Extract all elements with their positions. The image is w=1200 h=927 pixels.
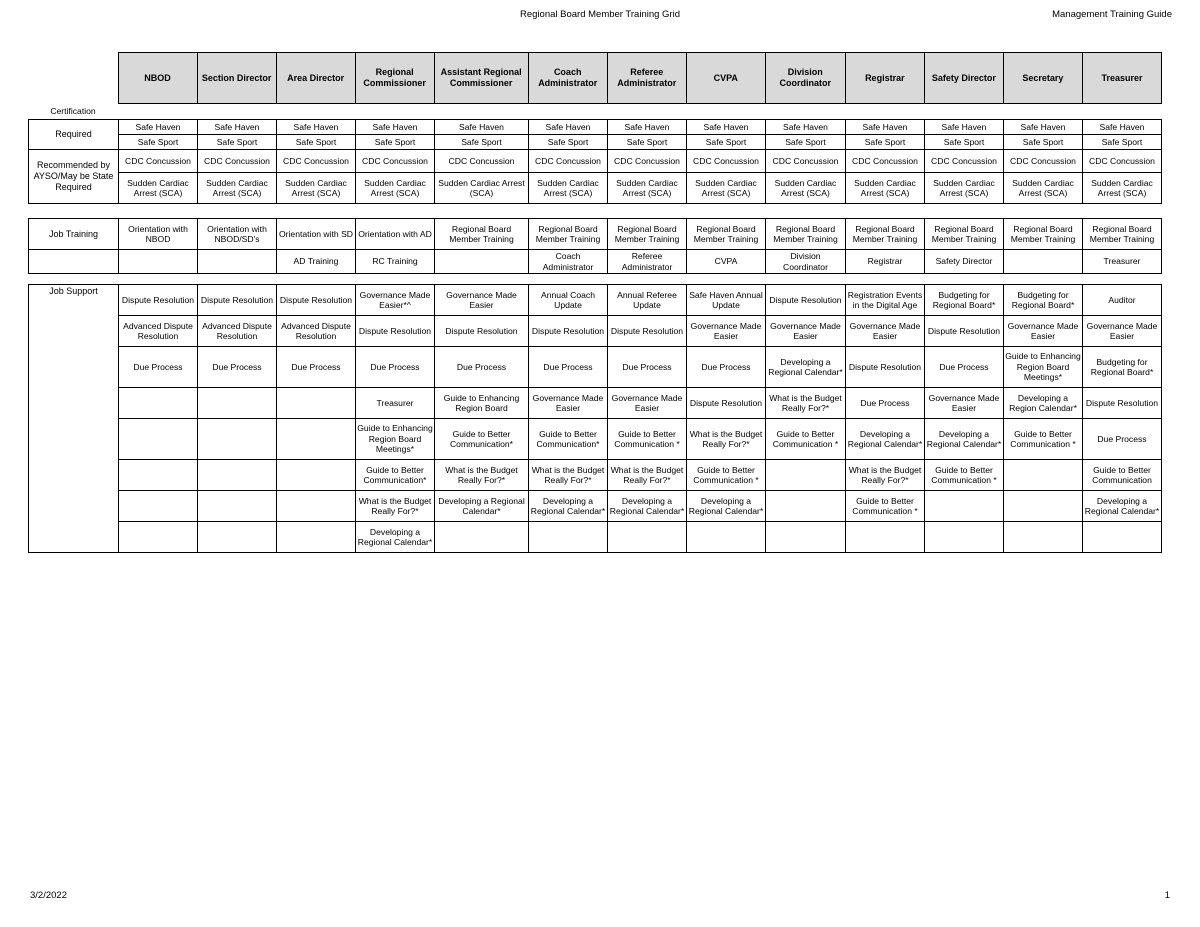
cell: CDC Concussion [435,150,529,173]
cell: Dispute Resolution [846,347,925,388]
section-gap [28,204,1172,218]
cell [1004,250,1083,274]
column-header-cvpa: CVPA [686,53,765,104]
table-row [29,491,1162,522]
cell: Safe Sport [356,135,435,150]
cell [766,491,846,522]
cell: Safe Haven [766,120,846,135]
cell: Governance Made Easier [529,388,608,419]
cell: Safe Haven [119,120,198,135]
cell [119,419,198,460]
cell [529,522,608,553]
cell: Safe Sport [435,135,529,150]
table-row [29,120,1162,135]
cell: Orientation with SD [277,219,356,250]
cell: Safe Sport [1083,135,1162,150]
cell: Orientation with AD [356,219,435,250]
cell: Safe Sport [1004,135,1083,150]
cell [277,522,356,553]
cell: Registration Events in the Digital Age [846,285,925,316]
cell: Guide to Better Communication * [925,460,1004,491]
cell: Due Process [435,347,529,388]
cell: Developing a Regional Calendar* [529,491,608,522]
cell: RC Training [356,250,435,274]
cell: Coach Administrator [529,250,608,274]
cell: Regional Board Member Training [529,219,608,250]
cell [435,522,529,553]
cell: What is the Budget Really For?* [846,460,925,491]
cell: Developing a Regional Calendar* [608,491,687,522]
cell: Safe Sport [608,135,687,150]
row-label-job-training: Job Training [29,219,119,250]
cell: Dispute Resolution [687,388,766,419]
row-label-recommended: Recommended by AYSO/May be State Required [29,150,119,204]
cell [277,388,356,419]
cell: Due Process [687,347,766,388]
cell [198,491,277,522]
cell [1083,522,1162,553]
cell: Guide to Better Communication* [529,419,608,460]
cell: Governance Made Easier [1083,316,1162,347]
cell: Regional Board Member Training [925,219,1004,250]
table-row [29,316,1162,347]
cell: Safe Sport [119,135,198,150]
row-label-blank [29,250,119,274]
cell [198,250,277,274]
cell: Guide to Better Communication * [608,419,687,460]
cell: Registrar [846,250,925,274]
cell: Guide to Better Communication* [356,460,435,491]
cell [119,522,198,553]
column-header-treasurer: Treasurer [1082,53,1161,104]
cell: Sudden Cardiac Arrest (SCA) [687,173,766,204]
cell: Dispute Resolution [608,316,687,347]
column-header-coach-administrator: Coach Administrator [528,53,607,104]
column-header-safety-director: Safety Director [924,53,1003,104]
cell [119,388,198,419]
table-row [29,135,1162,150]
table-row [29,460,1162,491]
cell [687,522,766,553]
cell: CDC Concussion [1004,150,1083,173]
cell: Governance Made Easier [1004,316,1083,347]
column-header-section-director: Section Director [197,53,276,104]
cell [846,522,925,553]
column-header-nbod: NBOD [118,53,197,104]
cell: Treasurer [356,388,435,419]
cell: CDC Concussion [925,150,1004,173]
cell: Developing a Regional Calendar* [846,419,925,460]
cell: Sudden Cardiac Arrest (SCA) [1004,173,1083,204]
cell: Annual Referee Update [608,285,687,316]
cell: Safe Haven [687,120,766,135]
cell: Developing a Regional Calendar* [766,347,846,388]
corner-spacer [28,53,118,104]
cell: Guide to Enhancing Region Board Meetings* [356,419,435,460]
table-row [29,419,1162,460]
cell: Orientation with NBOD/SD's [198,219,277,250]
cell [119,460,198,491]
cell: Orientation with NBOD [119,219,198,250]
cell: Sudden Cardiac Arrest (SCA) [846,173,925,204]
cell [766,460,846,491]
cell: CDC Concussion [529,150,608,173]
cell: Dispute Resolution [198,285,277,316]
cell: CVPA [687,250,766,274]
footer-date: 3/2/2022 [30,890,67,901]
cell: Governance Made Easier [687,316,766,347]
cell: Regional Board Member Training [1004,219,1083,250]
document-title: Regional Board Member Training Grid [520,9,680,20]
cell: Sudden Cardiac Arrest (SCA) [925,173,1004,204]
cell: Developing a Regional Calendar* [356,522,435,553]
cell: Governance Made Easier [846,316,925,347]
cell: Regional Board Member Training [766,219,846,250]
cell: Safe Sport [925,135,1004,150]
cell: Safe Haven [198,120,277,135]
section-gap [28,274,1172,284]
cell: Due Process [119,347,198,388]
cell: Dispute Resolution [277,285,356,316]
document-subtitle: Management Training Guide [1052,9,1172,20]
cell: Safe Haven [608,120,687,135]
cell: Safety Director [925,250,1004,274]
cell: Safe Haven [356,120,435,135]
training-grid [28,52,1172,553]
cell: Due Process [529,347,608,388]
cell: Dispute Resolution [119,285,198,316]
cell: Dispute Resolution [766,285,846,316]
cell [277,419,356,460]
cell: What is the Budget Really For?* [529,460,608,491]
cell: Safe Haven [1083,120,1162,135]
cell: CDC Concussion [277,150,356,173]
cell: Governance Made Easier [925,388,1004,419]
cell: Developing a Regional Calendar* [687,491,766,522]
cell: What is the Budget Really For?* [356,491,435,522]
job-training-table [28,218,1162,274]
cell: Safe Haven [529,120,608,135]
cell: Advanced Dispute Resolution [277,316,356,347]
cell: Guide to Enhancing Region Board Meetings* [1004,347,1083,388]
cell: Guide to Enhancing Region Board [435,388,529,419]
cell: Governance Made Easier [608,388,687,419]
cell: Guide to Better Communication * [1004,419,1083,460]
cell: Due Process [356,347,435,388]
cell: Annual Coach Update [529,285,608,316]
table-row [29,250,1162,274]
column-header-division-coordinator: Division Coordinator [765,53,845,104]
cell [925,522,1004,553]
cell [925,491,1004,522]
table-row [29,388,1162,419]
cell: Safe Haven [435,120,529,135]
column-header-row [28,53,1162,104]
cell: Safe Sport [529,135,608,150]
table-row [29,219,1162,250]
cell: Governance Made Easier*^ [356,285,435,316]
running-header [0,8,1200,22]
cell: Due Process [1083,419,1162,460]
table-row [29,173,1162,204]
cell: Due Process [925,347,1004,388]
cell: Regional Board Member Training [608,219,687,250]
cell: Treasurer [1083,250,1162,274]
cell: What is the Budget Really For?* [687,419,766,460]
cell: Auditor [1083,285,1162,316]
cell: CDC Concussion [198,150,277,173]
cell: Sudden Cardiac Arrest (SCA) [766,173,846,204]
column-header-regional-commissioner: Regional Commissioner [355,53,434,104]
cell [766,522,846,553]
row-label-required: Required [29,120,119,150]
cell: CDC Concussion [119,150,198,173]
column-header-assistant-regional-commissioner: Assistant Regional Commissioner [434,53,528,104]
table-row [29,285,1162,316]
cell: What is the Budget Really For?* [766,388,846,419]
certification-table [28,119,1162,204]
row-label-job-support: Job Support [29,285,119,553]
cell [435,250,529,274]
cell: Safe Sport [846,135,925,150]
cell: Due Process [198,347,277,388]
cell [119,250,198,274]
cell: Budgeting for Regional Board* [1004,285,1083,316]
grid-column-headers [28,52,1162,104]
cell: CDC Concussion [687,150,766,173]
cell: Sudden Cardiac Arrest (SCA) [119,173,198,204]
column-header-secretary: Secretary [1003,53,1082,104]
cell: Guide to Better Communication [1083,460,1162,491]
cell: Division Coordinator [766,250,846,274]
cell: Developing a Regional Calendar* [1083,491,1162,522]
cell: Safe Sport [198,135,277,150]
cell: What is the Budget Really For?* [435,460,529,491]
cell [198,460,277,491]
column-header-area-director: Area Director [276,53,355,104]
cell: Governance Made Easier [766,316,846,347]
cell [277,491,356,522]
cell: Budgeting for Regional Board* [1083,347,1162,388]
cell: Safe Haven [846,120,925,135]
cell: CDC Concussion [356,150,435,173]
cell: Governance Made Easier [435,285,529,316]
cell: CDC Concussion [846,150,925,173]
certification-caption: Certification [50,106,96,117]
cell: Safe Sport [687,135,766,150]
job-support-table [28,284,1162,553]
cell: Budgeting for Regional Board* [925,285,1004,316]
cell: Safe Haven [1004,120,1083,135]
cell: Dispute Resolution [529,316,608,347]
table-row [29,522,1162,553]
caption-spacer [118,104,1162,119]
cell: Sudden Cardiac Arrest (SCA) [356,173,435,204]
table-row [29,150,1162,173]
cell: Advanced Dispute Resolution [198,316,277,347]
cell: Regional Board Member Training [435,219,529,250]
cell [198,522,277,553]
cell: Referee Administrator [608,250,687,274]
cell: Developing a Regional Calendar* [435,491,529,522]
cell: Safe Haven [925,120,1004,135]
cell: Due Process [277,347,356,388]
footer-page-number: 1 [1164,890,1170,901]
cell: Regional Board Member Training [846,219,925,250]
column-header-referee-administrator: Referee Administrator [607,53,686,104]
cell: Dispute Resolution [1083,388,1162,419]
cell: Dispute Resolution [925,316,1004,347]
cell: Advanced Dispute Resolution [119,316,198,347]
table-row [29,347,1162,388]
cell: What is the Budget Really For?* [608,460,687,491]
cell [1004,522,1083,553]
cell: CDC Concussion [608,150,687,173]
cell: AD Training [277,250,356,274]
cell: Sudden Cardiac Arrest (SCA) [1083,173,1162,204]
cell: Developing a Region Calendar* [1004,388,1083,419]
cell [1004,491,1083,522]
cell: Guide to Better Communication* [435,419,529,460]
cell: Guide to Better Communication * [846,491,925,522]
cell: Regional Board Member Training [687,219,766,250]
cell: Dispute Resolution [435,316,529,347]
cell: Guide to Better Communication * [687,460,766,491]
cell: Sudden Cardiac Arrest (SCA) [277,173,356,204]
certification-caption-table [28,104,1162,119]
cell: Safe Sport [766,135,846,150]
cell: Safe Sport [277,135,356,150]
cell [608,522,687,553]
cell [198,419,277,460]
cell: Due Process [608,347,687,388]
cell: Safe Haven Annual Update [687,285,766,316]
cell [1004,460,1083,491]
running-footer [0,889,1200,903]
cell: Due Process [846,388,925,419]
cell: Dispute Resolution [356,316,435,347]
cell: Sudden Cardiac Arrest (SCA) [608,173,687,204]
cell: Sudden Cardiac Arrest (SCA) [198,173,277,204]
cell: CDC Concussion [766,150,846,173]
column-header-registrar: Registrar [845,53,924,104]
cell [119,491,198,522]
cell [198,388,277,419]
cell: Guide to Better Communication * [766,419,846,460]
cell: Safe Haven [277,120,356,135]
cell: Sudden Cardiac Arrest (SCA) [435,173,529,204]
cell: Sudden Cardiac Arrest (SCA) [529,173,608,204]
cell: Developing a Regional Calendar* [925,419,1004,460]
cell [277,460,356,491]
cell: Regional Board Member Training [1083,219,1162,250]
cell: CDC Concussion [1083,150,1162,173]
